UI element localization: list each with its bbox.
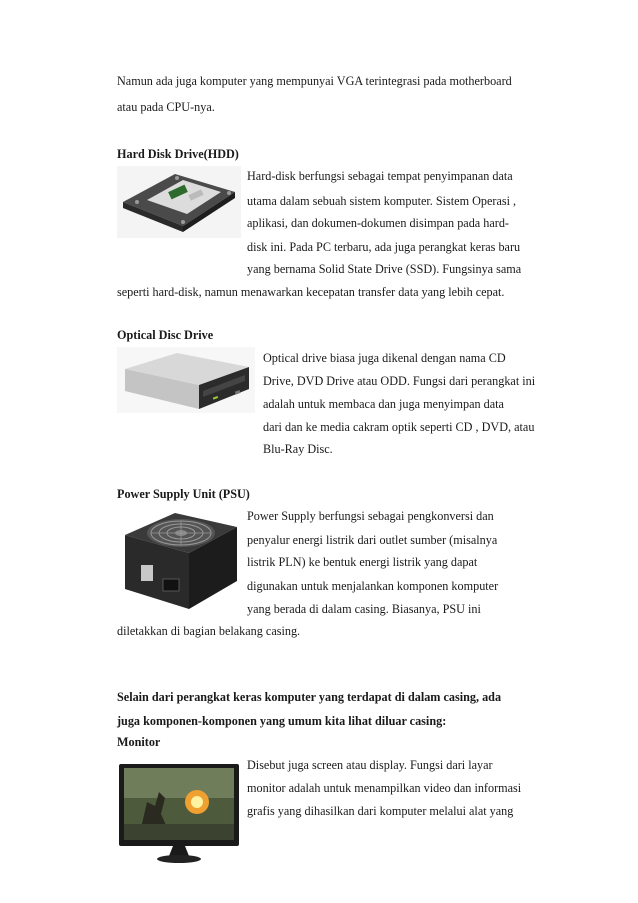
hdd-text-line-6: seperti hard-disk, namun menawarkan kecepatan transfer data yang lebih cepat.: [117, 285, 505, 299]
intro-line-2: atau pada CPU-nya.: [117, 100, 215, 114]
psu-text-line-2: penyalur energi listrik dari outlet sumber (misalnya: [247, 533, 498, 547]
psu-heading: Power Supply Unit (PSU): [117, 487, 250, 501]
monitor-image: [117, 762, 241, 866]
hdd-heading: Hard Disk Drive(HDD): [117, 147, 239, 161]
odd-text-line-4: dari dan ke media cakram optik seperti CD , DVD, atau: [263, 420, 535, 434]
outside-casing-line-1: Selain dari perangkat keras komputer yang terdapat di dalam casing, ada: [117, 690, 502, 704]
odd-text-line-1: Optical drive biasa juga dikenal dengan nama CD: [263, 351, 506, 365]
psu-text-line-4: digunakan untuk menjalankan komponen komputer: [247, 579, 499, 593]
psu-text-line-3: listrik PLN) ke bentuk energi listrik yang dapat: [247, 555, 478, 569]
psu-text-line-6: diletakkan di bagian belakang casing.: [117, 624, 301, 638]
odd-heading: Optical Disc Drive: [117, 328, 214, 342]
odd-text-line-3: adalah untuk membaca dan juga menyimpan data: [263, 397, 504, 411]
hdd-text-line-5: yang bernama Solid State Drive (SSD). Fungsinya sama: [247, 262, 522, 276]
outside-casing-line-2: juga komponen-komponen yang umum kita lihat diluar casing:: [117, 714, 447, 728]
monitor-text-line-2: monitor adalah untuk menampilkan video dan informasi: [247, 781, 522, 795]
hdd-text-line-2: utama dalam sebuah sistem komputer. Sistem Operasi ,: [247, 194, 517, 208]
hdd-image: [117, 166, 241, 238]
odd-text-line-2: Drive, DVD Drive atau ODD. Fungsi dari perangkat ini: [263, 374, 536, 388]
monitor-text-line-3: grafis yang dihasilkan dari komputer melalui alat yang: [247, 804, 514, 818]
hdd-text-line-1: Hard-disk berfungsi sebagai tempat penyimpanan data: [247, 169, 513, 183]
monitor-heading: Monitor: [117, 735, 161, 749]
odd-text-line-5: Blu-Ray Disc.: [263, 442, 333, 456]
psu-text-line-1: Power Supply berfungsi sebagai pengkonversi dan: [247, 509, 494, 523]
monitor-text-line-1: Disebut juga screen atau display. Fungsi dari layar: [247, 758, 493, 772]
optical-drive-image: [117, 347, 255, 413]
hdd-text-line-4: disk ini. Pada PC terbaru, ada juga perangkat keras baru: [247, 240, 521, 254]
intro-line-1: Namun ada juga komputer yang mempunyai VGA terintegrasi pada motherboard: [117, 74, 512, 88]
hdd-text-line-3: aplikasi, dan dokumen-dokumen disimpan pada hard-: [247, 216, 509, 230]
psu-text-line-5: yang berada di dalam casing. Biasanya, PSU ini: [247, 602, 481, 616]
psu-image: [117, 505, 241, 613]
